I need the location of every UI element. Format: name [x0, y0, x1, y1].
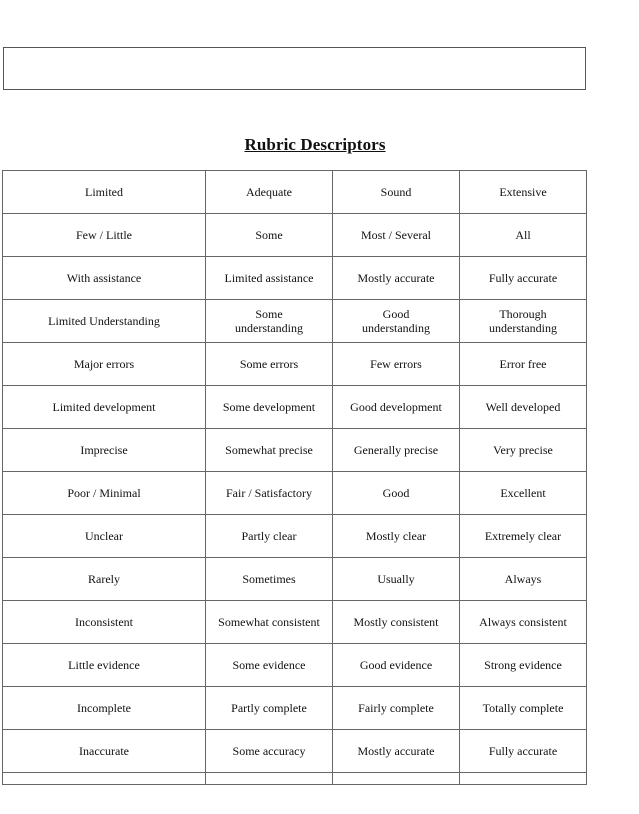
table-cell: Imprecise — [3, 429, 206, 472]
table-cell: Good — [333, 472, 460, 515]
rubric-table-body — [3, 171, 587, 785]
table-cell: Some development — [206, 386, 333, 429]
table-cell: All — [460, 214, 587, 257]
table-cell: Totally complete — [460, 687, 587, 730]
table-cell: Thorough understanding — [460, 300, 587, 343]
table-cell: Few / Little — [3, 214, 206, 257]
table-cell: Well developed — [460, 386, 587, 429]
table-cell-empty — [333, 773, 460, 785]
table-cell: Always consistent — [460, 601, 587, 644]
table-cell: Few errors — [333, 343, 460, 386]
table-row — [3, 515, 587, 558]
table-cell: Strong evidence — [460, 644, 587, 687]
table-row — [3, 601, 587, 644]
table-row — [3, 429, 587, 472]
table-cell: Incomplete — [3, 687, 206, 730]
table-cell: Limited Understanding — [3, 300, 206, 343]
table-cell: Poor / Minimal — [3, 472, 206, 515]
table-cell: Somewhat consistent — [206, 601, 333, 644]
table-cell: Fully accurate — [460, 730, 587, 773]
table-cell-empty — [206, 773, 333, 785]
table-cell: Always — [460, 558, 587, 601]
table-row — [3, 730, 587, 773]
table-row-empty — [3, 773, 587, 785]
table-row — [3, 343, 587, 386]
rubric-table — [2, 170, 587, 785]
table-cell: Some errors — [206, 343, 333, 386]
table-row — [3, 300, 587, 343]
table-cell: Some — [206, 214, 333, 257]
table-row — [3, 171, 587, 214]
table-cell: Major errors — [3, 343, 206, 386]
table-cell: Some accuracy — [206, 730, 333, 773]
table-cell: Mostly accurate — [333, 730, 460, 773]
table-row — [3, 214, 587, 257]
table-row — [3, 257, 587, 300]
table-cell: Sometimes — [206, 558, 333, 601]
table-row — [3, 687, 587, 730]
table-cell: Limited assistance — [206, 257, 333, 300]
table-cell: Limited — [3, 171, 206, 214]
table-cell-empty — [3, 773, 206, 785]
table-cell: Some evidence — [206, 644, 333, 687]
table-cell-empty — [460, 773, 587, 785]
table-cell: Good understanding — [333, 300, 460, 343]
table-cell: Little evidence — [3, 644, 206, 687]
table-row — [3, 644, 587, 687]
table-cell: Somewhat precise — [206, 429, 333, 472]
table-cell: Good development — [333, 386, 460, 429]
table-cell: Inaccurate — [3, 730, 206, 773]
table-cell: With assistance — [3, 257, 206, 300]
table-cell: Partly complete — [206, 687, 333, 730]
table-cell: Fairly complete — [333, 687, 460, 730]
table-cell: Fully accurate — [460, 257, 587, 300]
table-cell: Partly clear — [206, 515, 333, 558]
table-cell: Mostly consistent — [333, 601, 460, 644]
table-cell: Usually — [333, 558, 460, 601]
table-cell: Good evidence — [333, 644, 460, 687]
table-cell: Mostly accurate — [333, 257, 460, 300]
table-cell: Generally precise — [333, 429, 460, 472]
table-cell: Limited development — [3, 386, 206, 429]
table-cell: Fair / Satisfactory — [206, 472, 333, 515]
table-cell: Excellent — [460, 472, 587, 515]
table-cell: Inconsistent — [3, 601, 206, 644]
table-row — [3, 558, 587, 601]
table-row — [3, 386, 587, 429]
table-cell: Mostly clear — [333, 515, 460, 558]
table-cell: Some understanding — [206, 300, 333, 343]
table-cell: Sound — [333, 171, 460, 214]
table-cell: Adequate — [206, 171, 333, 214]
table-cell: Extensive — [460, 171, 587, 214]
document-title: Rubric Descriptors — [244, 135, 386, 154]
table-cell: Rarely — [3, 558, 206, 601]
table-cell: Extremely clear — [460, 515, 587, 558]
table-row — [3, 472, 587, 515]
table-cell: Error free — [460, 343, 587, 386]
table-cell: Unclear — [3, 515, 206, 558]
header-box — [3, 47, 586, 90]
table-cell: Most / Several — [333, 214, 460, 257]
table-cell: Very precise — [460, 429, 587, 472]
